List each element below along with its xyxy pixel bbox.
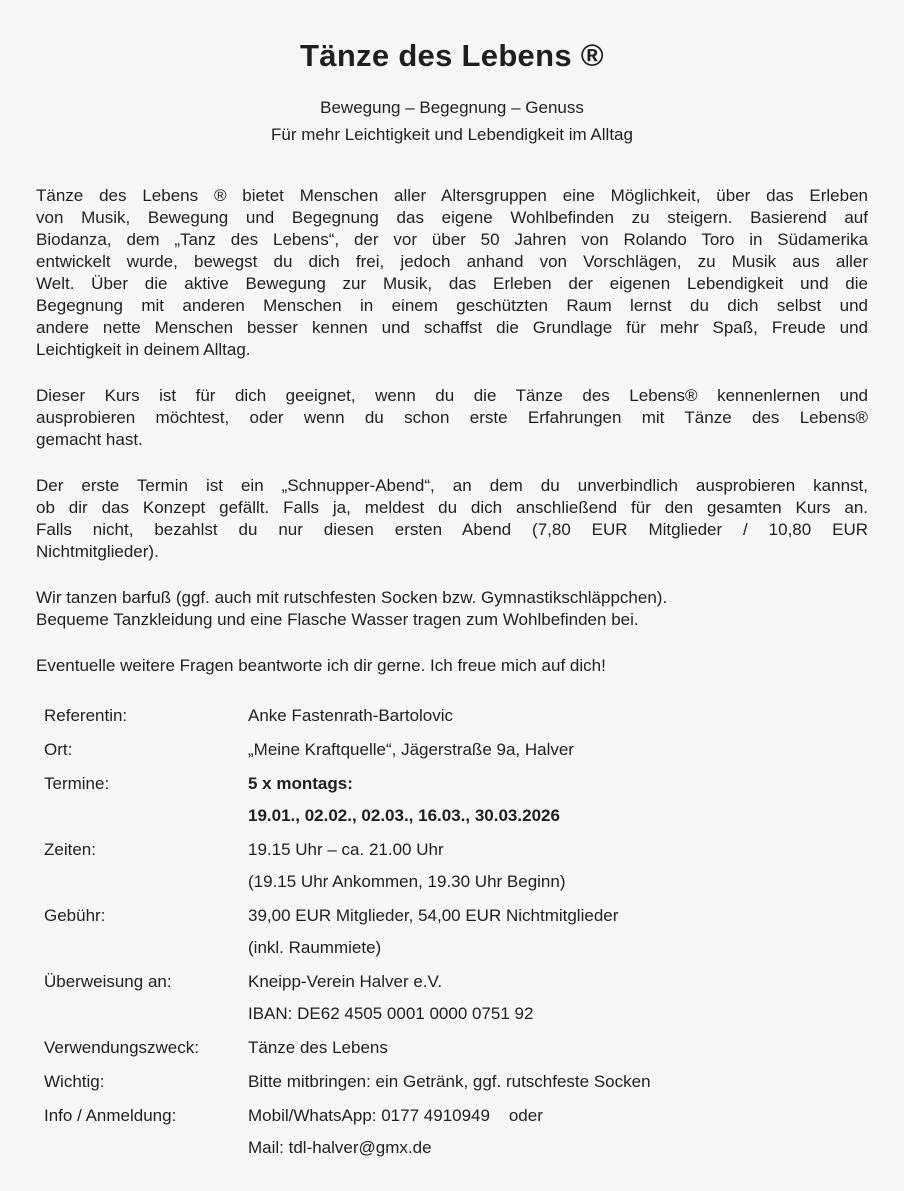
details-value-line: 5 x montags: <box>248 774 353 793</box>
details-value-line: 19.15 Uhr – ca. 21.00 Uhr <box>248 840 444 859</box>
details-value-line: Mobil/WhatsApp: 0177 4910949 oder <box>248 1106 543 1125</box>
body-text <box>36 185 868 677</box>
details-value-line: 39,00 EUR Mitglieder, 54,00 EUR Nichtmitglieder <box>248 906 619 925</box>
paragraph <box>36 587 868 631</box>
details-label: Info / Anmeldung: <box>44 1106 177 1125</box>
paragraph-line: Falls nicht, bezahlst du nur diesen ersten Abend (7,80 EUR Mitglieder / 10,80 EUR <box>36 520 868 539</box>
details-value <box>248 834 868 898</box>
paragraph-line: gemacht hast. <box>36 430 143 449</box>
details-value-line: Kneipp-Verein Halver e.V. <box>248 972 443 991</box>
details-row <box>44 1066 868 1098</box>
details-label: Referentin: <box>44 706 128 725</box>
details-value <box>248 1100 868 1164</box>
paragraph-line: Eventuelle weitere Fragen beantworte ich dir gerne. Ich freue mich auf dich! <box>36 656 606 675</box>
subtitle-line-1: Bewegung – Begegnung – Genuss <box>320 98 584 117</box>
details-value <box>248 900 868 964</box>
paragraph <box>36 475 868 563</box>
details-label: Überweisung an: <box>44 972 172 991</box>
paragraph <box>36 655 868 677</box>
paragraph-line: Der erste Termin ist ein „Schnupper-Abend“, an dem du unverbindlich ausprobieren kannst, <box>36 476 868 495</box>
details-value-line: Tänze des Lebens <box>248 1038 388 1057</box>
details-row <box>44 700 868 732</box>
paragraph-line: ob dir das Konzept gefällt. Falls ja, meldest du dich anschließend für den gesamten Kurs an. <box>36 498 868 517</box>
subtitle-line-2: Für mehr Leichtigkeit und Lebendigkeit im Alltag <box>271 125 633 144</box>
details-row <box>44 768 868 832</box>
document-title: Tänze des Lebens ® <box>300 38 604 73</box>
details-value-line: Mail: tdl-halver@gmx.de <box>248 1138 432 1157</box>
details-label: Zeiten: <box>44 840 96 859</box>
paragraph-line: entwickelt wurde, bewegst du dich frei, jedoch anhand von Vorschlägen, zu Musik aus aller <box>36 252 868 271</box>
details-value-line: IBAN: DE62 4505 0001 0000 0751 92 <box>248 1004 534 1023</box>
details-value <box>248 700 868 732</box>
course-details-table <box>36 700 868 1164</box>
details-value <box>248 1066 868 1098</box>
paragraph <box>36 385 868 451</box>
details-label: Ort: <box>44 740 73 759</box>
details-value-line: (inkl. Raummiete) <box>248 938 382 957</box>
paragraph-line: ausprobieren möchtest, oder wenn du schon erste Erfahrungen mit Tänze des Lebens® <box>36 408 868 427</box>
paragraph-line: Nichtmitglieder). <box>36 542 159 561</box>
paragraph-line: Leichtigkeit in deinem Alltag. <box>36 340 251 359</box>
details-row <box>44 1032 868 1064</box>
details-row <box>44 734 868 766</box>
paragraph <box>36 185 868 361</box>
paragraph-line: Begegnung mit anderen Menschen in einem geschützten Raum lernst du dich selbst und <box>36 296 868 315</box>
paragraph-line: Tänze des Lebens ® bietet Menschen aller Altersgruppen eine Möglichkeit, über das Erleben <box>36 186 868 205</box>
details-row <box>44 1100 868 1164</box>
paragraph-line: Welt. Über die aktive Bewegung zur Musik, das Erleben der eigenen Lebendigkeit und die <box>36 274 868 293</box>
paragraph-line: von Musik, Bewegung und Begegnung das eigene Wohlbefinden zu steigern. Basierend auf <box>36 208 868 227</box>
details-value-line: Bitte mitbringen: ein Getränk, ggf. rutschfeste Socken <box>248 1072 651 1091</box>
details-value <box>248 734 868 766</box>
details-value-line: Anke Fastenrath-Bartolovic <box>248 706 454 725</box>
details-value <box>248 1032 868 1064</box>
details-label: Verwendungszweck: <box>44 1038 199 1057</box>
details-label: Gebühr: <box>44 906 106 925</box>
details-row <box>44 834 868 898</box>
paragraph-line: Wir tanzen barfuß (ggf. auch mit rutschfesten Socken bzw. Gymnastikschläppchen). <box>36 588 668 607</box>
details-value <box>248 768 868 832</box>
paragraph-line: andere nette Menschen besser kennen und schaffst die Grundlage für mehr Spaß, Freude und <box>36 318 868 337</box>
details-row <box>44 966 868 1030</box>
document-subtitle <box>36 94 868 148</box>
details-value-line: „Meine Kraftquelle“, Jägerstraße 9a, Halver <box>248 740 574 759</box>
details-value <box>248 966 868 1030</box>
paragraph-line: Dieser Kurs ist für dich geeignet, wenn du die Tänze des Lebens® kennenlernen und <box>36 386 868 405</box>
details-row <box>44 900 868 964</box>
details-label: Termine: <box>44 774 110 793</box>
details-value-line: 19.01., 02.02., 02.03., 16.03., 30.03.2026 <box>248 806 560 825</box>
paragraph-line: Biodanza, dem „Tanz des Lebens“, der vor über 50 Jahren von Rolando Toro in Südamerika <box>36 230 868 249</box>
details-value-line: (19.15 Uhr Ankommen, 19.30 Uhr Beginn) <box>248 872 566 891</box>
paragraph-line: Bequeme Tanzkleidung und eine Flasche Wasser tragen zum Wohlbefinden bei. <box>36 610 639 629</box>
details-label: Wichtig: <box>44 1072 105 1091</box>
